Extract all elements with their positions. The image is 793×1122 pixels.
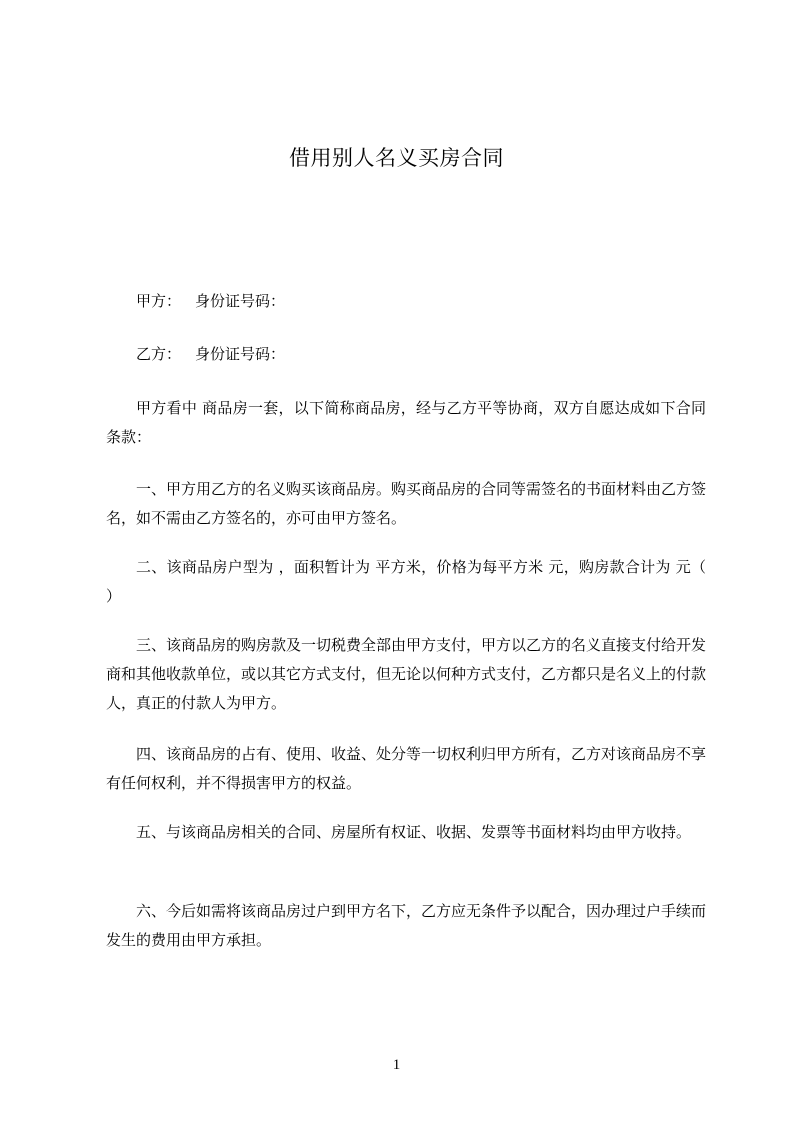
paragraph-clause-3: 三、该商品房的购房款及一切税费全部由甲方支付，甲方以乙方的名义直接支付给开发商和其他收款单位，或以其它方式支付，但无论以何种方式支付，乙方都只是名义上的付款人，真正的付款人为甲方。: [106, 636, 707, 712]
party-a-line: [106, 287, 706, 316]
party-a-id-label: 身份证号码：: [195, 292, 286, 310]
party-b-label: 乙方：: [136, 345, 182, 363]
paragraph-clause-2: 二、该商品房户型为 ，面积暂计为 平方米，价格为每平方米 元，购房款合计为 元（ ）: [106, 558, 706, 605]
document-title: 借用别人名义买房合同: [289, 146, 504, 170]
party-b-id-label: 身份证号码：: [195, 345, 286, 363]
party-b-line: [106, 340, 706, 369]
paragraph-clause-5: 五、与该商品房相关的合同、房屋所有权证、收据、发票等书面材料均由甲方收持。: [136, 823, 692, 841]
party-a-label: 甲方：: [136, 292, 182, 310]
paragraph-clause-1: 一、甲方用乙方的名义购买该商品房。购买商品房的合同等需签名的书面材料由乙方签名，如不需由乙方签名的，亦可由甲方签名。: [106, 480, 707, 527]
paragraph-clause-6: 六、今后如需将该商品房过户到甲方名下，乙方应无条件予以配合，因办理过户手续而发生的费用由甲方承担。: [106, 902, 707, 949]
paragraph-intro: 甲方看中 商品房一套，以下简称商品房，经与乙方平等协商，双方自愿达成如下合同条款：: [106, 399, 706, 446]
paragraph-clause-4: 四、该商品房的占有、使用、收益、处分等一切权利归甲方所有，乙方对该商品房不享有任何权利，并不得损害甲方的权益。: [106, 745, 707, 792]
page-number: 1: [392, 1057, 401, 1073]
